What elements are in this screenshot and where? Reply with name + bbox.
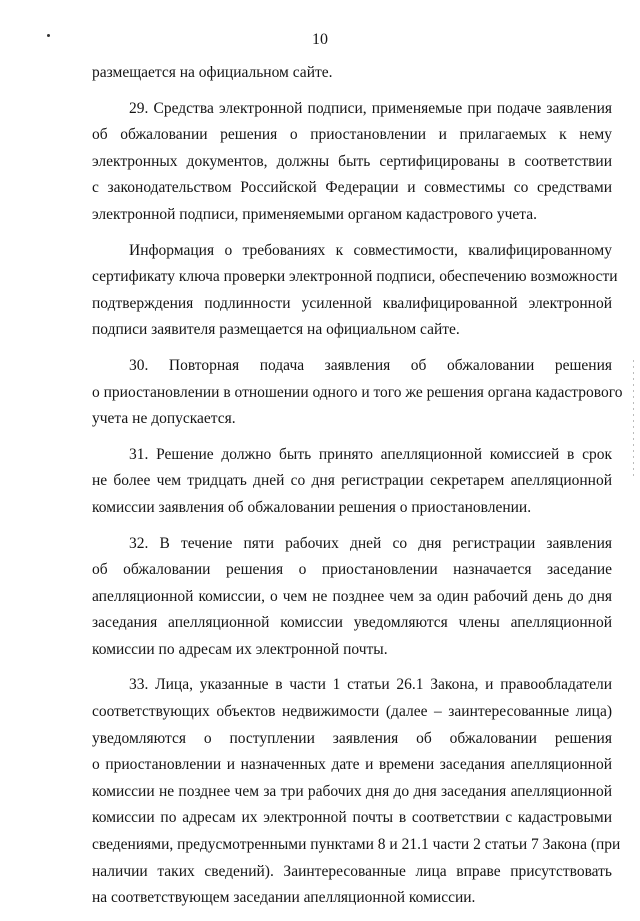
text-line: о приостановлении и назначенных дате и времени заседания апелляционной (92, 756, 612, 774)
page-number: 10 (312, 31, 328, 48)
text-line: апелляционной комиссии, о чем не позднее чем за один рабочий день до дня (92, 587, 612, 605)
paragraph-33 (92, 672, 621, 911)
text-line: с законодательством Российской Федерации и совместимы со средствами (92, 179, 612, 197)
text-line: подтверждения подлинности усиленной квалифицированной электронной (92, 294, 612, 312)
text-line: 31. Решение должно быть принято апелляционной комиссией в срок (129, 445, 612, 463)
text-line: 33. Лица, указанные в части 1 статьи 26.1 Закона, и правообладатели (129, 676, 612, 694)
paragraph-29 (92, 96, 612, 229)
text-line: сертификату ключа проверки электронной подписи, обеспечению возможности (92, 268, 618, 286)
text-line: уведомляются о поступлении заявления об обжаловании решения (92, 729, 612, 747)
text-line: 32. В течение пяти рабочих дней со дня регистрации заявления (129, 534, 612, 552)
text-line: соответствующих объектов недвижимости (далее – заинтересованные лица) (92, 703, 612, 721)
paragraph-31 (92, 442, 612, 522)
text-line: комиссии заявления об обжаловании решения о приостановлении. (92, 498, 532, 516)
text-line: сведениями, предусмотренными пунктами 8 и 21.1 части 2 статьи 7 Закона (при (92, 836, 621, 854)
text-line: электронных документов, должны быть сертифицированы в соответствии (92, 152, 612, 170)
text-line: комиссии по адресам их электронной почты. (92, 640, 388, 658)
paragraph-30 (92, 353, 623, 433)
text-line: не более чем тридцать дней со дня регистрации секретарем апелляционной (92, 472, 612, 490)
text-line: об обжаловании решения о приостановлении назначается заседание (92, 561, 612, 579)
paragraph-continuation (92, 60, 612, 87)
text-line: 30. Повторная подача заявления об обжаловании решения (129, 356, 612, 374)
paragraph-32 (92, 531, 612, 664)
document-body (92, 60, 623, 921)
text-line: учета не допускается. (92, 410, 236, 428)
text-line: наличии таких сведений). Заинтересованные лица вправе присутствовать (92, 862, 612, 880)
text-line: Информация о требованиях к совместимости, квалифицированному (129, 241, 612, 259)
text-line: 29. Средства электронной подписи, применяемые при подаче заявления (129, 99, 612, 117)
text-line: подписи заявителя размещается на официальном сайте. (92, 321, 460, 339)
text-line: комиссии не позднее чем за три рабочих дня до дня заседания апелляционной (92, 782, 612, 800)
text-line: об обжаловании решения о приостановлении и прилагаемых к нему (92, 126, 612, 144)
text-line: о приостановлении в отношении одного и того же решения органа кадастрового (92, 383, 623, 401)
scan-edge-artifact (633, 360, 634, 480)
text-line: комиссии по адресам их электронной почты в соответствии с кадастровыми (92, 809, 612, 827)
text-line: размещается на официальном сайте. (92, 64, 333, 81)
text-line: на соответствующем заседании апелляционной комиссии. (92, 889, 476, 907)
text-line: заседания апелляционной комиссии уведомляются члены апелляционной (92, 614, 612, 632)
text-line: электронной подписи, применяемыми органом кадастрового учета. (92, 205, 537, 223)
paragraph-info (92, 238, 618, 344)
